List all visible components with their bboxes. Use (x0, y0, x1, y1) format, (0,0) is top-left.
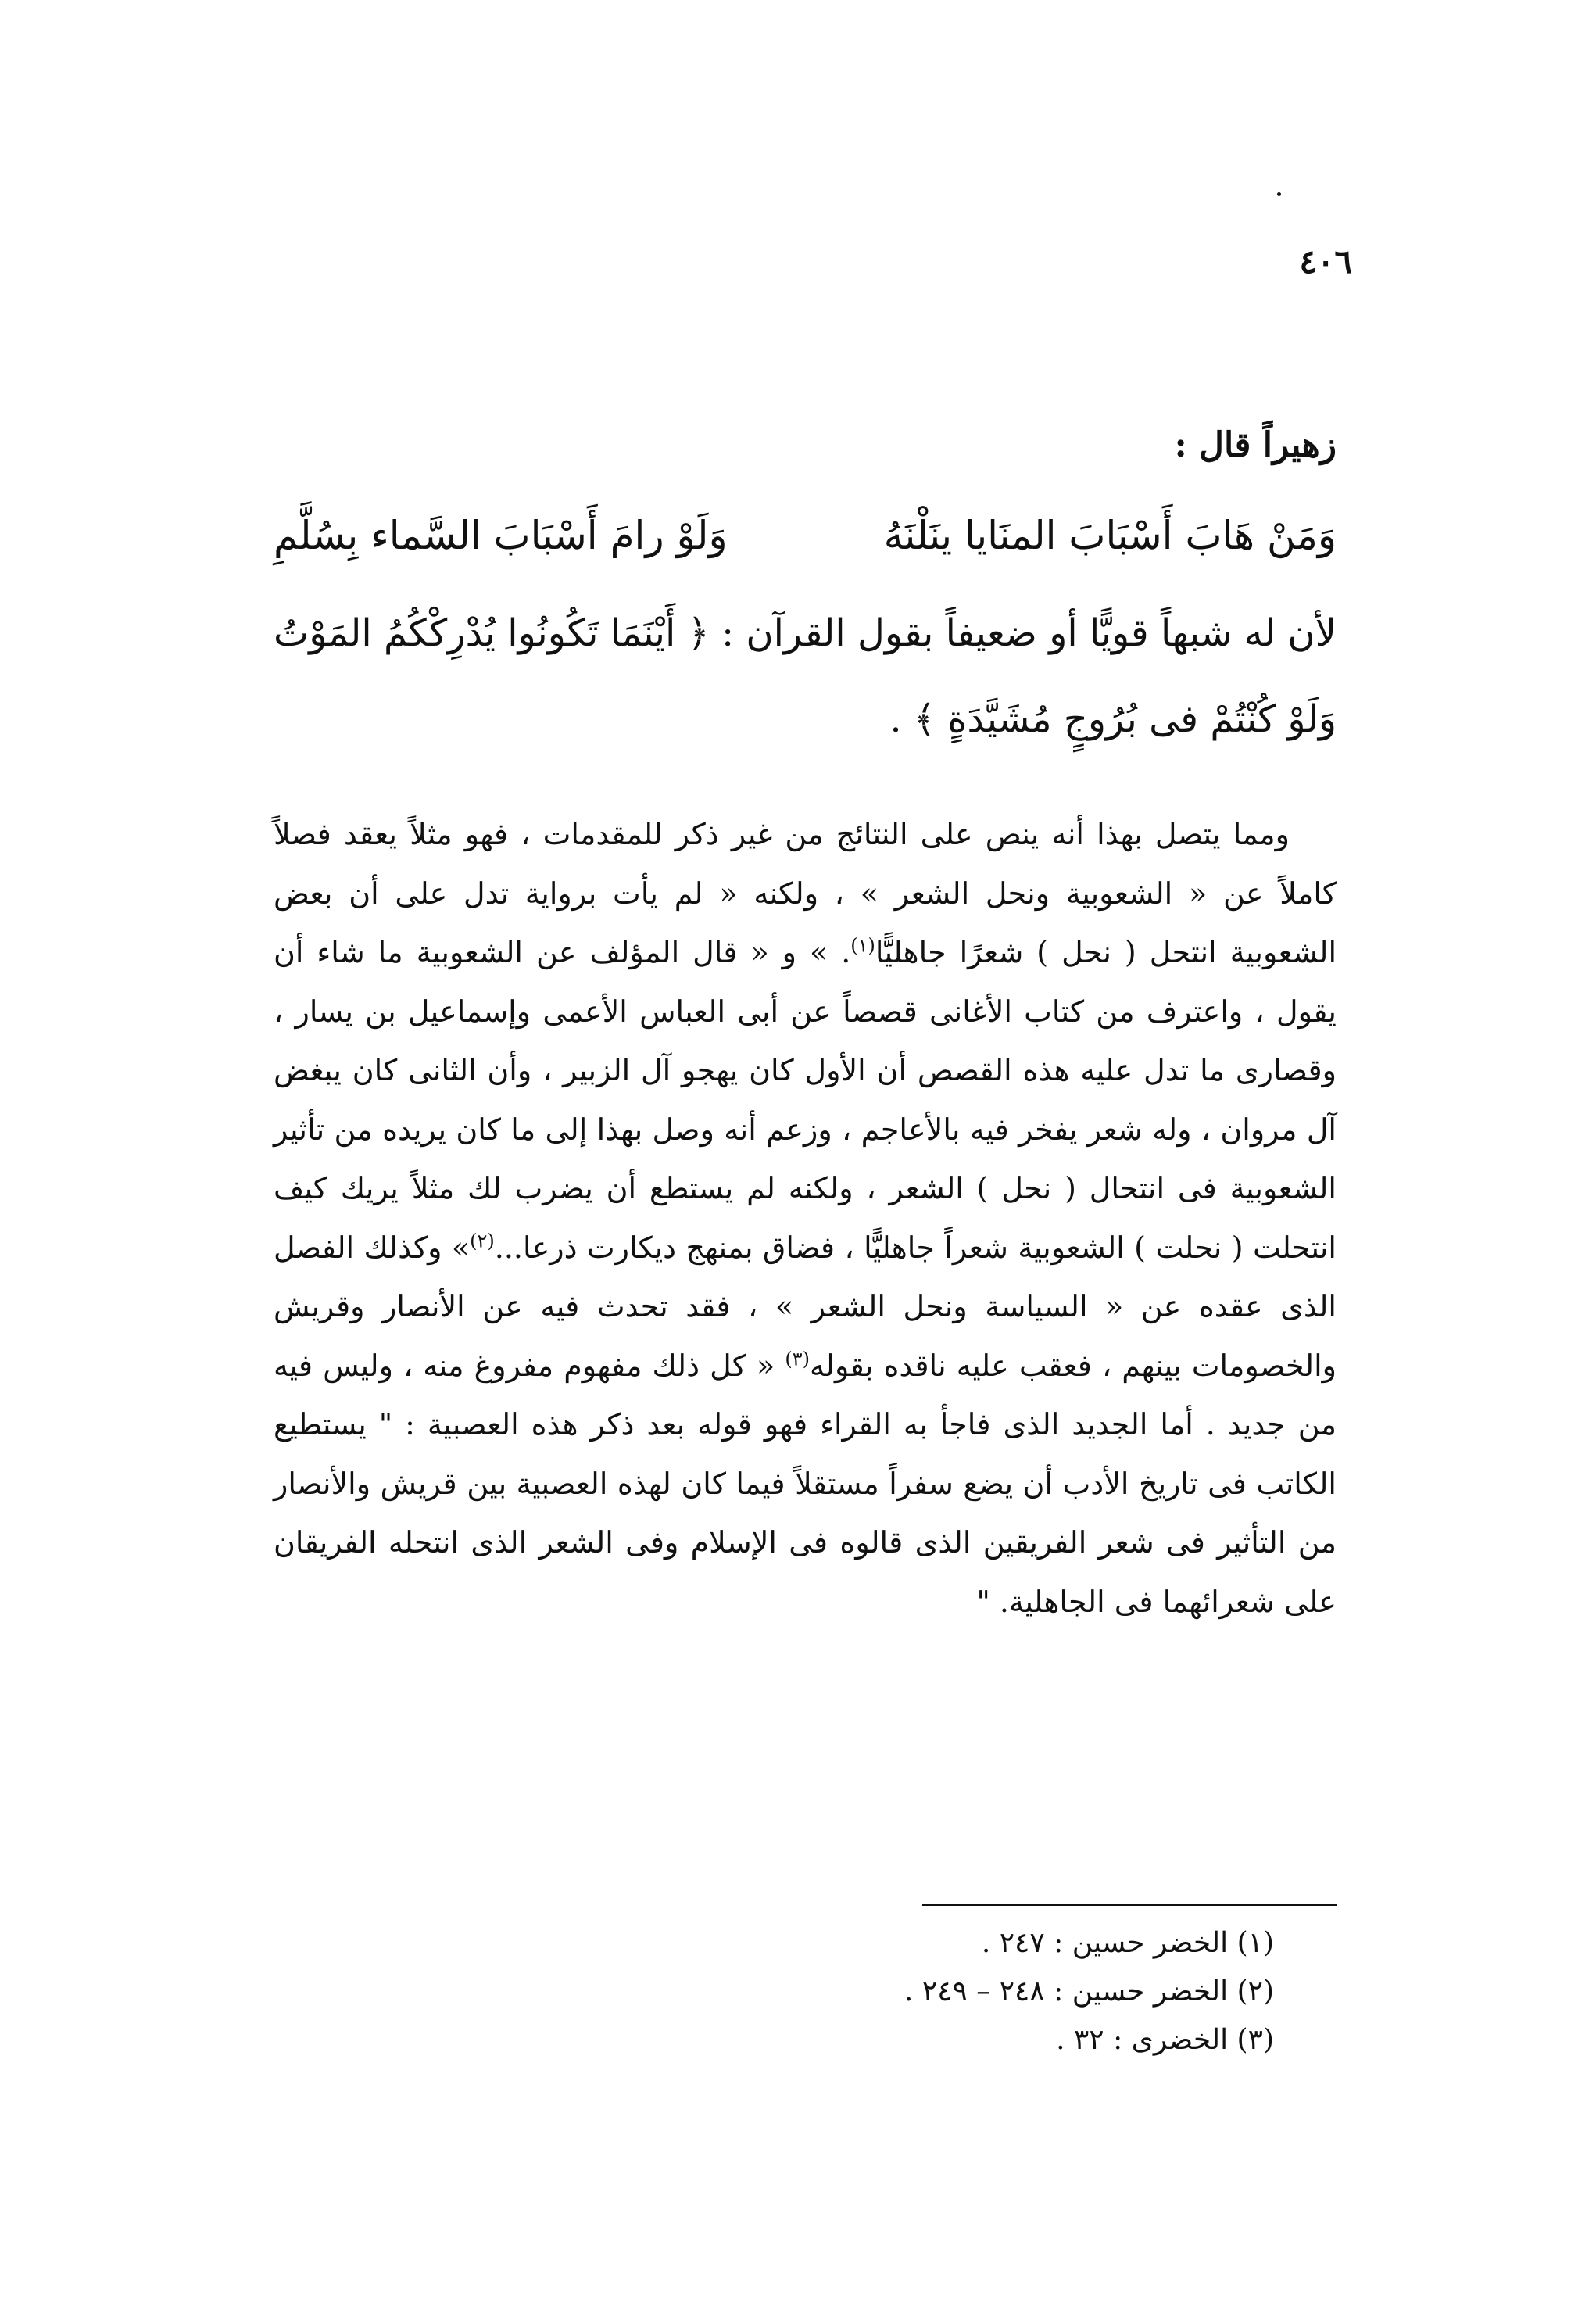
footnote-3: (٣) الخضرى : ٣٢ . (1056, 2024, 1274, 2056)
verse-first-hemistich: وَمَنْ هَابَ أَسْبَابَ المنَايا ينَلْنَهُ (883, 513, 1337, 558)
footnote-1: (١) الخضر حسين : ٢٤٧ . (981, 1927, 1274, 1959)
paragraph-part-4: « كل ذلك مفهوم مفروغ منه ، وليس فيه من جديد . أما الجديد الذى فاجأ به القراء فهو قوله بعد ذكر هذه العصبية : " يستطيع الكاتب فى تاريخ الأدب أن يضع سفراً مستقلاً فيما كان لهذه العصبية بين قريش والأنصار من التأثير فى شعر الفريقين الذى قالوه فى الإسلام وفى الشعر الذى انتحله الفريقان على شعرائهما فى الجاهلية. " (274, 1348, 1337, 1619)
page-number: ٤٠٦ (1299, 242, 1352, 281)
footnote-2: (٢) الخضر حسين : ٢٤٨ – ٢٤٩ . (904, 1975, 1274, 2008)
footnote-ref-1: (١) (850, 934, 875, 957)
body-text (274, 414, 1337, 1631)
paragraph-part-1: ومما يتصل بهذا أنه ينص على النتائج من غير ذكر للمقدمات ، فهو مثلاً يعقد فصلاً كاملاً عن « الشعوبية ونحل الشعر » ، ولكنه « لم يأت برواية تدل على أن بعض الشعوبية انتحل ( نحل ) شعرًا جاهليًّا (274, 817, 1337, 969)
paragraph-part-3: » وكذلك الفصل الذى عقده عن « السياسة ونحل الشعر » ، فقد تحدث فيه عن الأنصار وقريش والخصومات بينهم ، فعقب عليه ناقده بقوله (274, 1230, 1337, 1383)
intro-line: زهيراً قال : (1174, 425, 1337, 465)
poetry-verse (274, 500, 1337, 571)
main-paragraph (274, 805, 1337, 1631)
quran-quote: لأن له شبهاً قويًّا أو ضعيفاً بقول القرآن : ﴿ أَيْنَمَا تَكُونُوا يُدْرِكْكُمُ المَوْتُ وَلَوْ كُنْتُمْ فى بُرُوجٍ مُشَيَّدَةٍ ﴾ . (274, 611, 1337, 741)
footnote-divider (922, 1904, 1337, 1906)
paragraph-part-2: . » و « قال المؤلف عن الشعوبية ما شاء أن يقول ، واعترف من كتاب الأغانى قصصاً عن أبى العباس الأعمى وإسماعيل بن يسار ، وقصارى ما تدل عليه هذه القصص أن الأول كان يهجو آل الزبير ، وأن الثانى كان يبغض آل مروان ، وله شعر يفخر فيه بالأعاجم ، وزعم أنه وصل بهذا إلى ما كان يريده من تأثير الشعوبية فى انتحال ( نحل ) الشعر ، ولكنه لم يستطع أن يضرب لك مثلاً يريك كيف انتحلت ( نحلت ) الشعوبية شعراً جاهليًّا ، فضاق بمنهج ديكارت ذرعا... (274, 935, 1337, 1265)
footnotes (703, 1919, 1274, 2065)
verse-second-hemistich: وَلَوْ رامَ أَسْبَابَ السَّماء بِسُلَّمِ (274, 513, 728, 558)
footnote-ref-2: (٢) (470, 1229, 495, 1252)
page-mark (1277, 192, 1281, 196)
footnote-ref-3: (٣) (785, 1347, 811, 1370)
